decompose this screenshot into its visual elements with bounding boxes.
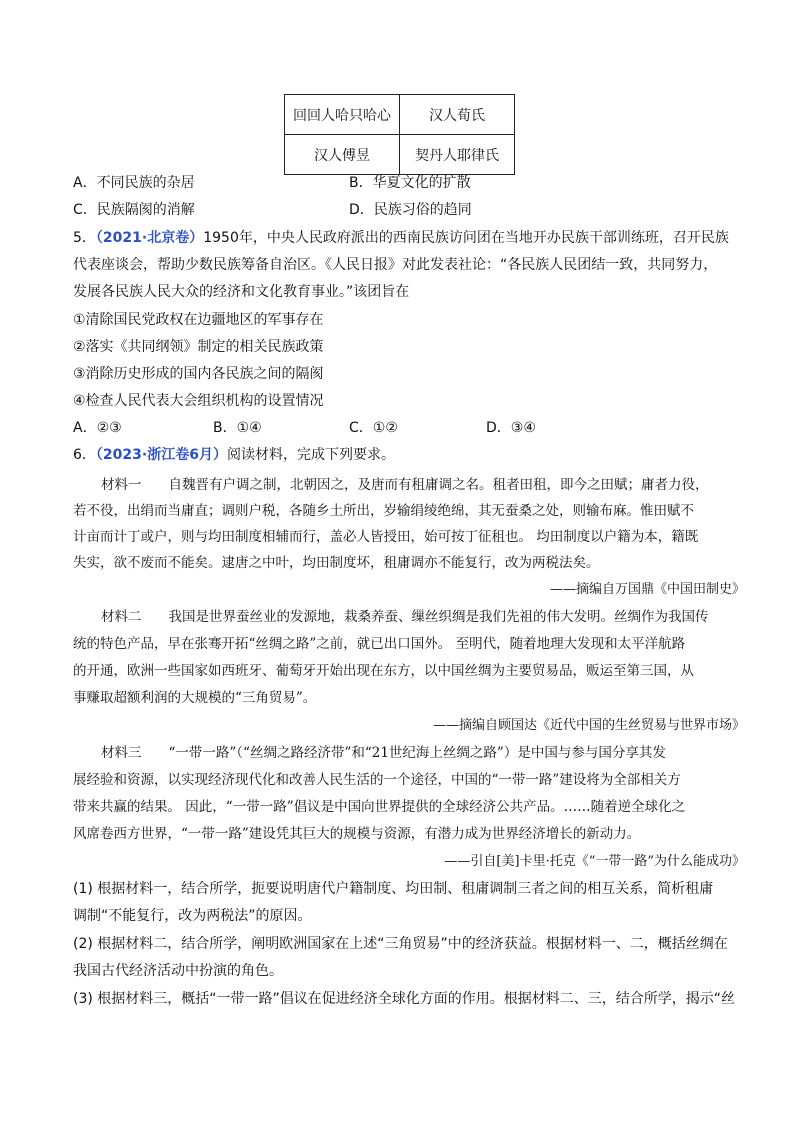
q4-option-c: C．民族隔阂的消解 bbox=[73, 202, 195, 218]
q5-statement-2: ②落实《共同纲领》制定的相关民族政策 bbox=[73, 339, 324, 355]
requirement-3: (3) 根据材料三，概括“一带一路”倡议在促进经济全球化方面的作用。根据材料二、三，结合所学，揭示“丝 bbox=[73, 991, 736, 1007]
q4-option-d: D．民族习俗的趋同 bbox=[349, 202, 472, 218]
question-number: 6． bbox=[73, 447, 96, 463]
material-3-source: ——引自[美]卡里·托克《“一带一路”为什么能成功》 bbox=[444, 854, 745, 869]
q5-option-a: A．②③ bbox=[73, 420, 122, 436]
q5-option-b: B．①④ bbox=[213, 420, 262, 436]
question-source: （2023·浙江卷6月） bbox=[95, 447, 227, 463]
material-2-line: 统的特色产品，早在张骞开拓“丝绸之路”之前，就已出口国外。 至明代，随着地理大发现和太平洋航路 bbox=[73, 636, 686, 652]
table-cell: 汉人傅昱 bbox=[285, 135, 400, 175]
material-2-line: 材料二 我国是世界蚕丝业的发源地，栽桑养蚕、缫丝织绸是我们先祖的伟大发明。丝绸作为我国传 bbox=[101, 609, 709, 625]
material-3-line: 材料三 “一带一路”（“丝绸之路经济带”和“21世纪海上丝绸之路”）是中国与参与国分享其发 bbox=[101, 745, 666, 761]
table-cell: 契丹人耶律氏 bbox=[400, 135, 515, 175]
q6-stem bbox=[73, 444, 395, 464]
q5-stem-line2: 代表座谈会，帮助少数民族筹备自治区。《人民日报》对此发表社论：“各民族人民团结一致，共同努力， bbox=[73, 257, 718, 273]
q5-option-d: D．③④ bbox=[486, 420, 536, 436]
question-text: 阅读材料，完成下列要求。 bbox=[226, 447, 395, 463]
q4-option-a: A．不同民族的杂居 bbox=[73, 175, 195, 191]
q5-statement-3: ③消除历史形成的国内各民族之间的隔阂 bbox=[73, 366, 324, 382]
material-2-line: 事赚取超额利润的大规模的“三角贸易”。 bbox=[73, 690, 317, 706]
material-1-line: 若不役，出绢而当庸直；调则户税，各随乡土所出，岁输绢绫绝绵，其无蚕桑之处，则输布麻。惟田赋不 bbox=[73, 503, 694, 519]
material-2-source: ——摘编自顾国达《近代中国的生丝贸易与世界市场》 bbox=[432, 718, 745, 733]
material-2-line: 的开通，欧洲一些国家如西班牙、葡萄牙开始出现在东方，以中国丝绸为主要贸易品，贩运至第三国，从 bbox=[73, 663, 694, 679]
q5-option-c: C．①② bbox=[349, 420, 398, 436]
question-source: （2021·北京卷） bbox=[95, 230, 204, 246]
material-3-line: 风席卷西方世界，“一带一路”建设凭其巨大的规模与资源，有潜力成为世界经济增长的新动力。 bbox=[73, 826, 641, 842]
requirement-1: (1) 根据材料一，结合所学，扼要说明唐代户籍制度、均田制、租庸调制三者之间的相互关系，简析租庸 bbox=[73, 881, 714, 897]
material-1-line: 计亩而计丁或户，则与均田制度相辅而行，盖必人皆授田，始可按丁征租也。 均田制度以户籍为本，籍既 bbox=[73, 529, 699, 545]
table-row bbox=[285, 135, 515, 175]
table-row bbox=[285, 95, 515, 135]
q5-stem-line1 bbox=[73, 227, 729, 247]
ethnic-table bbox=[284, 94, 515, 175]
table-cell: 回回人哈只哈心 bbox=[285, 95, 400, 135]
material-3-line: 带来共赢的结果。 因此，“一带一路”倡议是中国向世界提供的全球经济公共产品。……随着逆全球化之 bbox=[73, 799, 686, 815]
q4-option-b: B．华夏文化的扩散 bbox=[349, 175, 471, 191]
requirement-2-cont: 我国古代经济活动中扮演的角色。 bbox=[73, 963, 283, 979]
material-1-line: 失实，欲不废而不能矣。逮唐之中叶，均田制度坏，租庸调亦不能复行，改为两税法矣。 bbox=[73, 555, 600, 571]
requirement-1-cont: 调制“不能复行，改为两税法”的原因。 bbox=[73, 908, 312, 924]
question-text: 1950年，中央人民政府派出的西南民族访问团在当地开办民族干部训练班，召开民族 bbox=[203, 230, 729, 246]
material-3-line: 展经验和资源，以实现经济现代化和改善人民生活的一个途径，中国的“一带一路”建设将为全部相关方 bbox=[73, 772, 681, 788]
requirement-2: (2) 根据材料二，结合所学，阐明欧洲国家在上述“三角贸易”中的经济获益。根据材料一、二，概括丝绸在 bbox=[73, 936, 728, 952]
q5-statement-1: ①清除国民党政权在边疆地区的军事存在 bbox=[73, 312, 324, 328]
material-1-source: ——摘编自万国鼎《中国田制史》 bbox=[549, 582, 745, 597]
question-number: 5． bbox=[73, 230, 96, 246]
table-cell: 汉人荀氏 bbox=[400, 95, 515, 135]
q5-statement-4: ④检查人民代表大会组织机构的设置情况 bbox=[73, 393, 324, 409]
material-1-line: 材料一 自魏晋有户调之制，北朝因之，及唐而有租庸调之名。租者田租，即今之田赋；庸者力役， bbox=[101, 477, 709, 493]
q5-stem-line3: 发展各民族人民大众的经济和文化教育事业。”该团旨在 bbox=[73, 284, 410, 300]
